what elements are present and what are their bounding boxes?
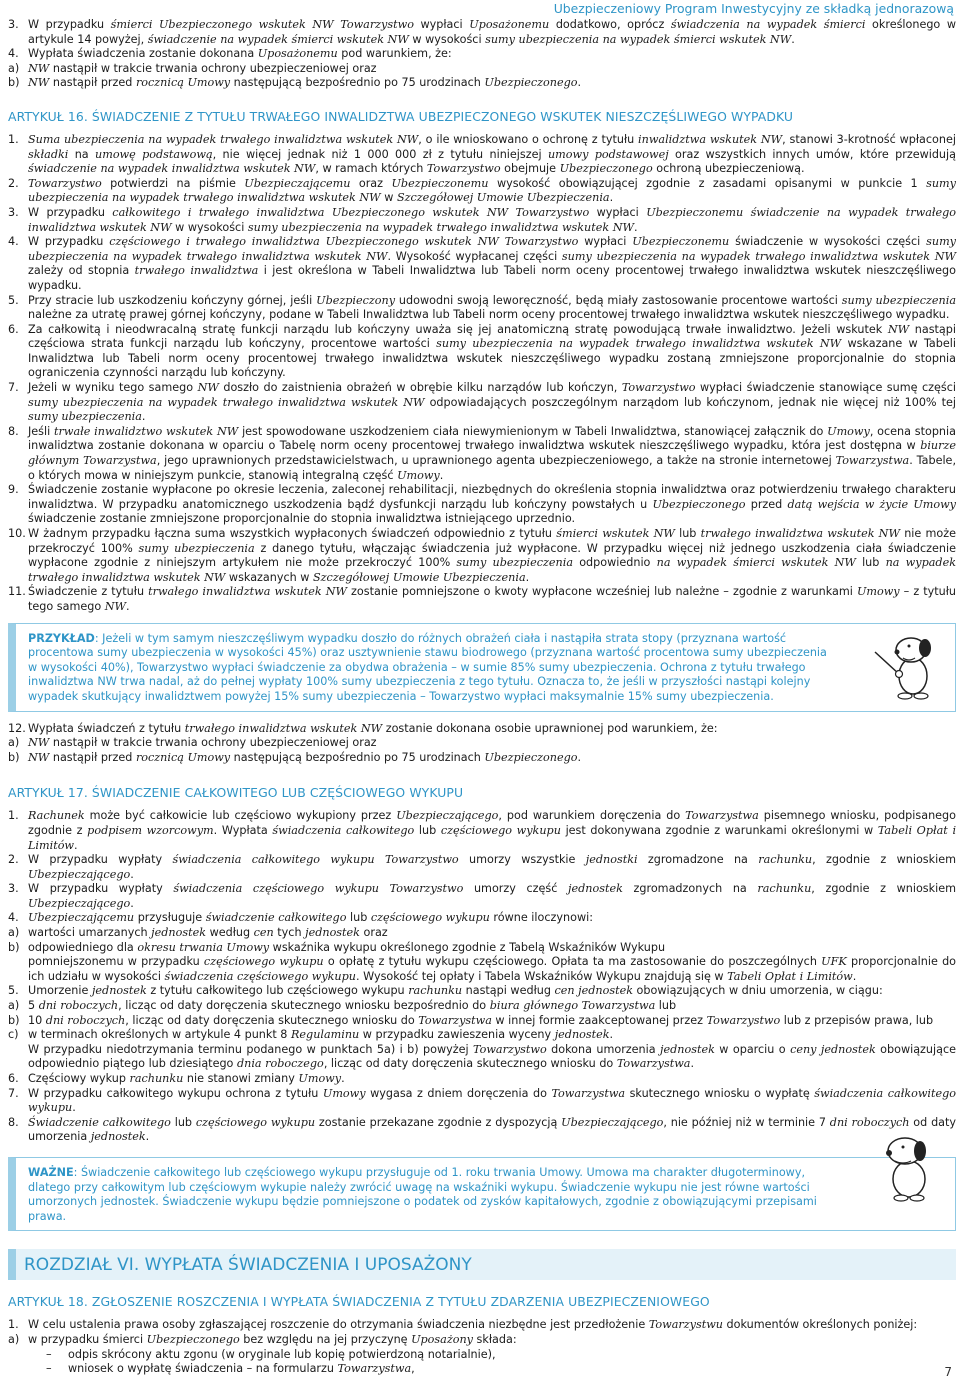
- art16-item-7: 7. Jeżeli w wyniku tego samego NW doszło do zaistnienia obrażeń w obrębie kilku narządów lub kończyn, Towarzystwo wypłaci świadczenie stanowiące sumę części sumy ubezpieczenia na wypadek trwałego inwalidztwa wskutek NW odpowiadających poszczególnym narządom lub kończynom, jednak nie więcej niż 100% tej sumy ubezpieczenia.: [8, 381, 956, 424]
- art16-item-5: 5. Przy stracie lub uszkodzeniu kończyny górnej, jeśli Ubezpieczony udowodni swoją leworęczność, będą miały zastosowanie procentowe wartości sumy ubezpieczenia należne za utratę prawej górnej kończyny, podane w Tabeli Inwalidztwa lub Tabeli norm oceny procentowej trwałego inwalidztwa wskutek nieszczęśliwego wypadku.: [8, 293, 956, 322]
- art18-item-1: 1. W celu ustalenia prawa osoby zgłaszającej roszczenie do otrzymania świadczenia niezbędne jest przedłożenie Towarzystwu dokumentów określonych poniżej:: [8, 1318, 918, 1332]
- example-box: [8, 623, 956, 712]
- art16-heading: ARTYKUŁ 16. ŚWIADCZENIE Z TYTUŁU TRWAŁEGO INWALIDZTWA UBEZPIECZONEGO WSKUTEK NIESZCZĘŚLIWEGO WYPADKU: [8, 108, 794, 124]
- art17-item-5: 5. Umorzenie jednostek z tytułu całkowitego lub częściowego wykupu rachunku nastąpi według cen jednostek obowiązujących w dniu umorzenia, w ciągu:: [8, 984, 883, 998]
- page-number: 7: [944, 1365, 952, 1380]
- art17-item-3: 3. W przypadku wypłaty świadczenia częściowego wykupu Towarzystwo umorzy część jednostek zgromadzonych na rachunku, zgodnie z wnioskiem Ubezpieczającego.: [8, 882, 957, 910]
- art15-item-4: 4. Wypłata świadczenia zostanie dokonana Uposażonemu pod warunkiem, że:: [8, 47, 452, 61]
- example-label: PRZYKŁAD: [28, 631, 95, 645]
- art17-item-6: 6. Częściowy wykup rachunku nie stanowi zmiany Umowy.: [8, 1072, 345, 1085]
- art17-item-8: 8. Świadczenie całkowitego lub częściowego wykupu zostanie przekazane zgodnie z dyspozycją Ubezpieczającego, nie później niż w terminie 7 dni roboczych od daty umorzenia jednostek.: [8, 1115, 957, 1144]
- art17-item-2: 2. W przypadku wypłaty świadczenia całkowitego wykupu Towarzystwo umorzy wszystkie jednostki zgromadzone na rachunku, zgodnie z wnioskiem Ubezpieczającego.: [8, 853, 956, 881]
- art17-item-5b: b) 10 dni roboczych, licząc od daty doręczenia skutecznego wniosku do Towarzystwa w innej formie zaakceptowanej przez Towarzystwo lub z przepisów prawa, lub: [8, 1013, 934, 1027]
- document-body: [8, 18, 956, 1377]
- snoopy-icon: [865, 630, 945, 700]
- art17-item-5c: c) w terminach określonych w artykule 4 punkt 8 Regulaminu w przypadku zawieszenia wyceny jednostek.: [8, 1028, 614, 1042]
- chapter-title: ROZDZIAŁ VI. WYPŁATA ŚWIADCZENIA I UPOSAŻONY: [8, 1249, 956, 1280]
- art16-item-2: 2. Towarzystwo potwierdzi na piśmie Ubezpieczającemu oraz Ubezpieczonemu wysokość obowiązującej zgodnie z zasadami opisanymi w punkcie 1 sumy ubezpieczenia na wypadek trwałego inwalidztwa wskutek NW w Szczegółowej Umowie Ubezpieczenia.: [8, 176, 956, 205]
- art17-item-4b: b) odpowiedniego dla okresu trwania Umowy wskaźnika wykupu określonego zgodnie z Tabelą Wskaźników Wykupu: [8, 940, 666, 954]
- art16-item-4: 4. W przypadku częściowego i trwałego inwalidztwa Ubezpieczonego wskutek NW Towarzystwo wypłaci Ubezpieczonemu świadczenie w wysokości części sumy ubezpieczenia na wypadek trwałego inwalidztwa wskutek NW. Wysokość wypłacanej części sumy ubezpieczenia na wypadek trwałego inwalidztwa wskutek NW zależy od stopnia trwałego inwalidztwa i jest określona w Tabeli Inwalidztwa lub Tabeli norm oceny procentowej trwałego inwalidztwa wskutek nieszczęśliwego wypadku.: [8, 235, 957, 292]
- art17-item-4a: a) wartości umarzanych jednostek według cen tych jednostek oraz: [8, 926, 388, 940]
- art15-item-4b: b) NW nastąpił przed rocznicą Umowy następującą bezpośrednio po 75 urodzinach Ubezpieczonego.: [8, 76, 582, 90]
- important-label: WAŻNE: [28, 1165, 74, 1179]
- snoopy-icon: [865, 1126, 945, 1206]
- art15-item-3: 3. W przypadku śmierci Ubezpieczonego wskutek NW Towarzystwo wypłaci Uposażonemu dodatkowo, oprócz świadczenia na wypadek śmierci określonego w artykule 14 powyżej, świadczenie na wypadek śmierci wskutek NW w wysokości sumy ubezpieczenia na wypadek śmierci wskutek NW.: [8, 18, 956, 46]
- art18-item-1a: a) w przypadku śmierci Ubezpieczonego bez względu na jej przyczynę Uposażony składa:: [8, 1332, 517, 1346]
- art16-item-12a: a) NW nastąpił w trakcie trwania ochrony ubezpieczeniowej oraz: [8, 736, 377, 750]
- art16-item-6: 6. Za całkowitą i nieodwracalną stratę funkcji narządu lub kończyny uważa się jej anatomiczną stratę powodującą trwałe inwalidztwo. Jeżeli wskutek NW nastąpi częściowa strata funkcji narządu lub kończyny, procentowe wartości sumy ubezpieczenia na wypadek trwałego inwalidztwa wskutek NW wskazane w Tabeli Inwalidztwa lub Tabeli norm oceny procentowej trwałego inwalidztwa wskutek nieszczęśliwego wypadku zostaną zmniejszone proporcjonalnie do stopnia ograniczenia czynności narządu lub kończyny.: [8, 322, 956, 380]
- art16-item-3: 3. W przypadku całkowitego i trwałego inwalidztwa Ubezpieczonego wskutek NW Towarzystwo wypłaci Ubezpieczonemu świadczenie na wypadek trwałego inwalidztwa wskutek NW w wysokości sumy ubezpieczenia na wypadek trwałego inwalidztwa wskutek NW.: [8, 205, 957, 234]
- art16-item-1: 1. Suma ubezpieczenia na wypadek trwałego inwalidztwa wskutek NW, o ile wnioskowano o ochronę z tytułu inwalidztwa wskutek NW, stanowi 3-krotność wpłaconej składki na umowę podstawową, nie więcej jednak niż 1 000 000 zł z tytułu niniejszej umowy podstawowej oraz wszystkich innych umów, które przewidują świadczenie na wypadek inwalidztwa wskutek NW, w ramach których Towarzystwo obejmuje Ubezpieczonego ochroną ubezpieczeniową.: [8, 132, 956, 176]
- art17-item-1: 1. Rachunek może być całkowicie lub częściowo wykupiony przez Ubezpieczającego, pod warunkiem doręczenia do Towarzystwa pisemnego wniosku, podpisanego zgodnie z podpisem wzorcowym. Wypłata świadczenia całkowitego lub częściowego wykupu jest dokonywana zgodnie z warunkami określonymi w Tabeli Opłat i Limitów.: [8, 809, 957, 852]
- art16-item-9: 9. Świadczenie zostanie wypłacone po okresie leczenia, zaleconej rehabilitacji, niezbędnych do określenia stopnia inwalidztwa oraz potwierdzeniu trwałego charakteru inwalidztwa. W przypadku anatomicznego uszkodzenia bądź dysfunkcji narządu lub kończyny powstałych u Ubezpieczonego przed datą wejścia w życie Umowy świadczenie zostanie zmniejszone proporcjonalnie do stopnia inwalidztwa istniejącego uprzednio.: [8, 483, 956, 526]
- art18-dash-1: – odpis skrócony aktu zgonu (w oryginale lub kopię potwierdzoną notarialnie),: [46, 1347, 496, 1361]
- art17-item-4: 4. Ubezpieczającemu przysługuje świadczenie całkowitego lub częściowego wykupu równe iloczynowi:: [8, 911, 593, 925]
- art17-item-5-cont: W przypadku niedotrzymania terminu podanego w punktach 5a) i b) powyżej Towarzystwo dokona umorzenia jednostek w oparciu o ceny jednostek obowiązujące odpowiednio piątego lub dziesiątego dnia roboczego, licząc od daty doręczenia skutecznego wniosku do Towarzystwa.: [28, 1042, 957, 1071]
- art17-item-5a: a) 5 dni roboczych, licząc od daty doręczenia skutecznego wniosku bezpośrednio do biura głównego Towarzystwa lub: [8, 999, 677, 1013]
- running-header: Ubezpieczeniowy Program Inwestycyjny ze składką jednorazową: [553, 1, 954, 16]
- important-text: : Świadczenie całkowitego lub częściowego wykupu przysługuje od 1. roku trwania Umowy. Umowa ma charakter długoterminowy, dlatego przy całkowitym lub częściowym wykupie należy zwrócić uwagę na wskaźniki wykupu. Świadczenie wykupu nie jest równe wartości umorzonych jednostek. Świadczenie wykupu będzie pomniejszone o podatek od zysków kapitałowych, zgodnie z obowiązującymi przepisami prawa.: [28, 1165, 817, 1223]
- art15-item-4a: a) NW nastąpił w trakcie trwania ochrony ubezpieczeniowej oraz: [8, 61, 377, 75]
- art16-item-12b: b) NW nastąpił przed rocznicą Umowy następującą bezpośrednio po 75 urodzinach Ubezpieczonego.: [8, 750, 582, 764]
- art18-heading: ARTYKUŁ 18. ZGŁOSZENIE ROSZCZENIA I WYPŁATA ŚWIADCZENIA Z TYTUŁU ZDARZENIA UBEZPIECZENIOWEGO: [8, 1294, 710, 1310]
- art16-item-12: 12. Wypłata świadczeń z tytułu trwałego inwalidztwa wskutek NW zostanie dokonana osobie uprawnionej pod warunkiem, że:: [8, 721, 718, 735]
- art17-heading: ARTYKUŁ 17. ŚWIADCZENIE CAŁKOWITEGO LUB CZĘŚCIOWEGO WYKUPU: [8, 785, 464, 801]
- art17-item-7: 7. W przypadku całkowitego wykupu ochrona z tytułu Umowy wygasa z dniem doręczenia do Towarzystwa skutecznego wniosku o wypłatę świadczenia całkowitego wykupu.: [8, 1086, 957, 1115]
- important-box: [8, 1157, 956, 1231]
- example-text: : Jeżeli w tym samym nieszczęśliwym wypadku doszło do różnych obrażeń ciała i nastąpiła strata stopy (przyznana wartość procentowa sumy ubezpieczenia w wysokości 45%) oraz usztywnienie stawu biodrowego (przyznana wartość procentowa sumy ubezpieczenia w wysokości 40%), Towarzystwo wypłaci świadczenie za obydwa obrażenia – w sumie 85% sumy ubezpieczenia. Ochrona z tytułu trwałego inwalidztwa NW trwa nadal, aż do pełnej wypłaty 100% sumy ubezpieczenia z tego tytułu. Oznacza to, że jeśli w przyszłości nastąpi kolejny wypadek skutkujący inwalidztwem powyżej 15% sumy ubezpieczenia – Towarzystwo wypłaci maksymalnie 15% sumy ubezpieczenia.: [28, 631, 827, 703]
- art16-item-10: 10. W żadnym przypadku łączna suma wszystkich wypłaconych świadczeń odpowiednio z tytułu śmierci wskutek NW lub trwałego inwalidztwa wskutek NW nie może przekroczyć 100% sumy ubezpieczenia z danego tytułu, włączając świadczenia już wypłacone. W przypadku więcej niż jednego uszkodzenia ciała świadczenie wypłacone zgodnie z niniejszym artykułem nie może przekroczyć 100% sumy ubezpieczenia odpowiednio na wypadek śmierci wskutek NW lub na wypadek trwałego inwalidztwa wskutek NW wskazanych w Szczegółowej Umowie Ubezpieczenia.: [8, 527, 956, 584]
- art16-item-8: 8. Jeśli trwałe inwalidztwo wskutek NW jest spowodowane uszkodzeniem ciała niewymienionym w Tabeli Inwalidztwa, stanowiącej załącznik do Umowy, ocena stopnia inwalidztwa zostanie dokonana w oparciu o Tabelę norm oceny procentowej trwałego inwalidztwa wskutek nieszczęśliwego wypadku, która jest dostępna w biurze głównym Towarzystwa, jego uprawnionych przedstawicielstwach, u uprawnionego agenta ubezpieczeniowego, a także na stronie internetowej Towarzystwa. Tabele, o których mowa w niniejszym punkcie, stanowią integralną część Umowy.: [8, 424, 956, 482]
- art17-item-4-cont: pomniejszonemu w przypadku częściowego wykupu o opłatę z tytułu wykupu częściowego. Opłata ta ma zastosowanie do poszczególnych UFK proporcjonalnie do ich udziału w wysokości świadczenia częściowego wykupu. Wysokość tej opłaty i Tabela Wskaźników Wykupu znajdują się w Tabeli Opłat i Limitów.: [28, 955, 957, 983]
- art18-dash-2: – wniosek o wypłatę świadczenia – na formularzu Towarzystwa,: [46, 1362, 415, 1376]
- art16-item-11: 11. Świadczenie z tytułu trwałego inwalidztwa wskutek NW zostanie pomniejszone o kwoty wypłacone wcześniej lub należne – zgodnie z warunkami Umowy – z tytułu tego samego NW.: [8, 585, 957, 613]
